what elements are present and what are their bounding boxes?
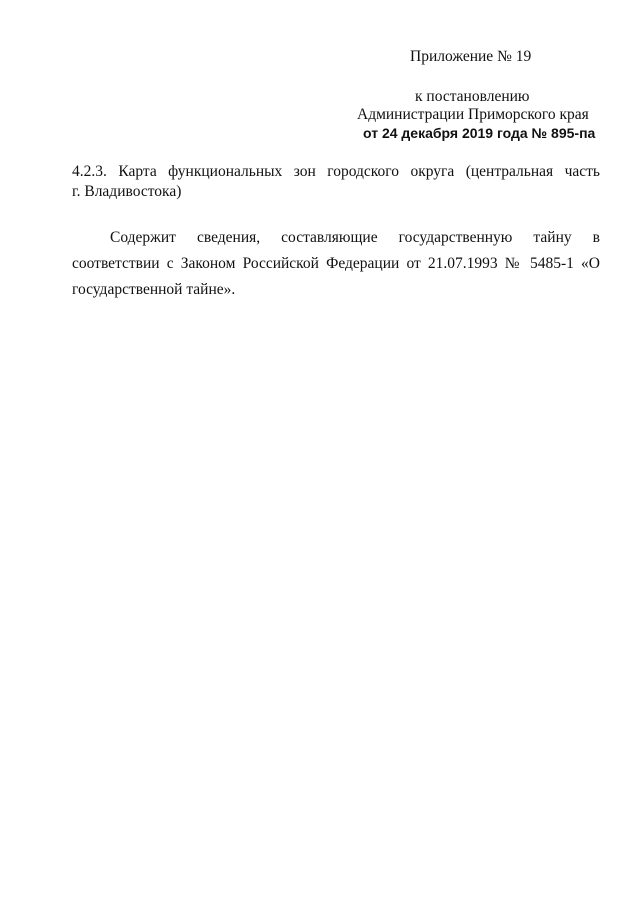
body-line-2: соответствии с Законом Российской Федерации от 21.07.1993 № 5485-1 «О bbox=[72, 255, 600, 272]
section-title-line-2: г. Владивостока) bbox=[72, 183, 182, 200]
issuing-authority: Администрации Приморского края bbox=[357, 106, 589, 123]
section-title bbox=[72, 162, 600, 202]
body-paragraph bbox=[72, 225, 600, 303]
section-title-line-1: 4.2.3. Карта функциональных зон городского округа (центральная часть bbox=[72, 163, 600, 180]
document-header bbox=[350, 48, 600, 142]
appendix-number: Приложение № 19 bbox=[410, 48, 532, 65]
resolution-date-number: от 24 декабря 2019 года № 895-па bbox=[363, 125, 596, 141]
body-line-1: Содержит сведения, составляющие государственную тайну в bbox=[110, 229, 600, 246]
body-line-3: государственной тайне». bbox=[72, 281, 236, 298]
resolution-reference: к постановлению bbox=[415, 88, 530, 105]
